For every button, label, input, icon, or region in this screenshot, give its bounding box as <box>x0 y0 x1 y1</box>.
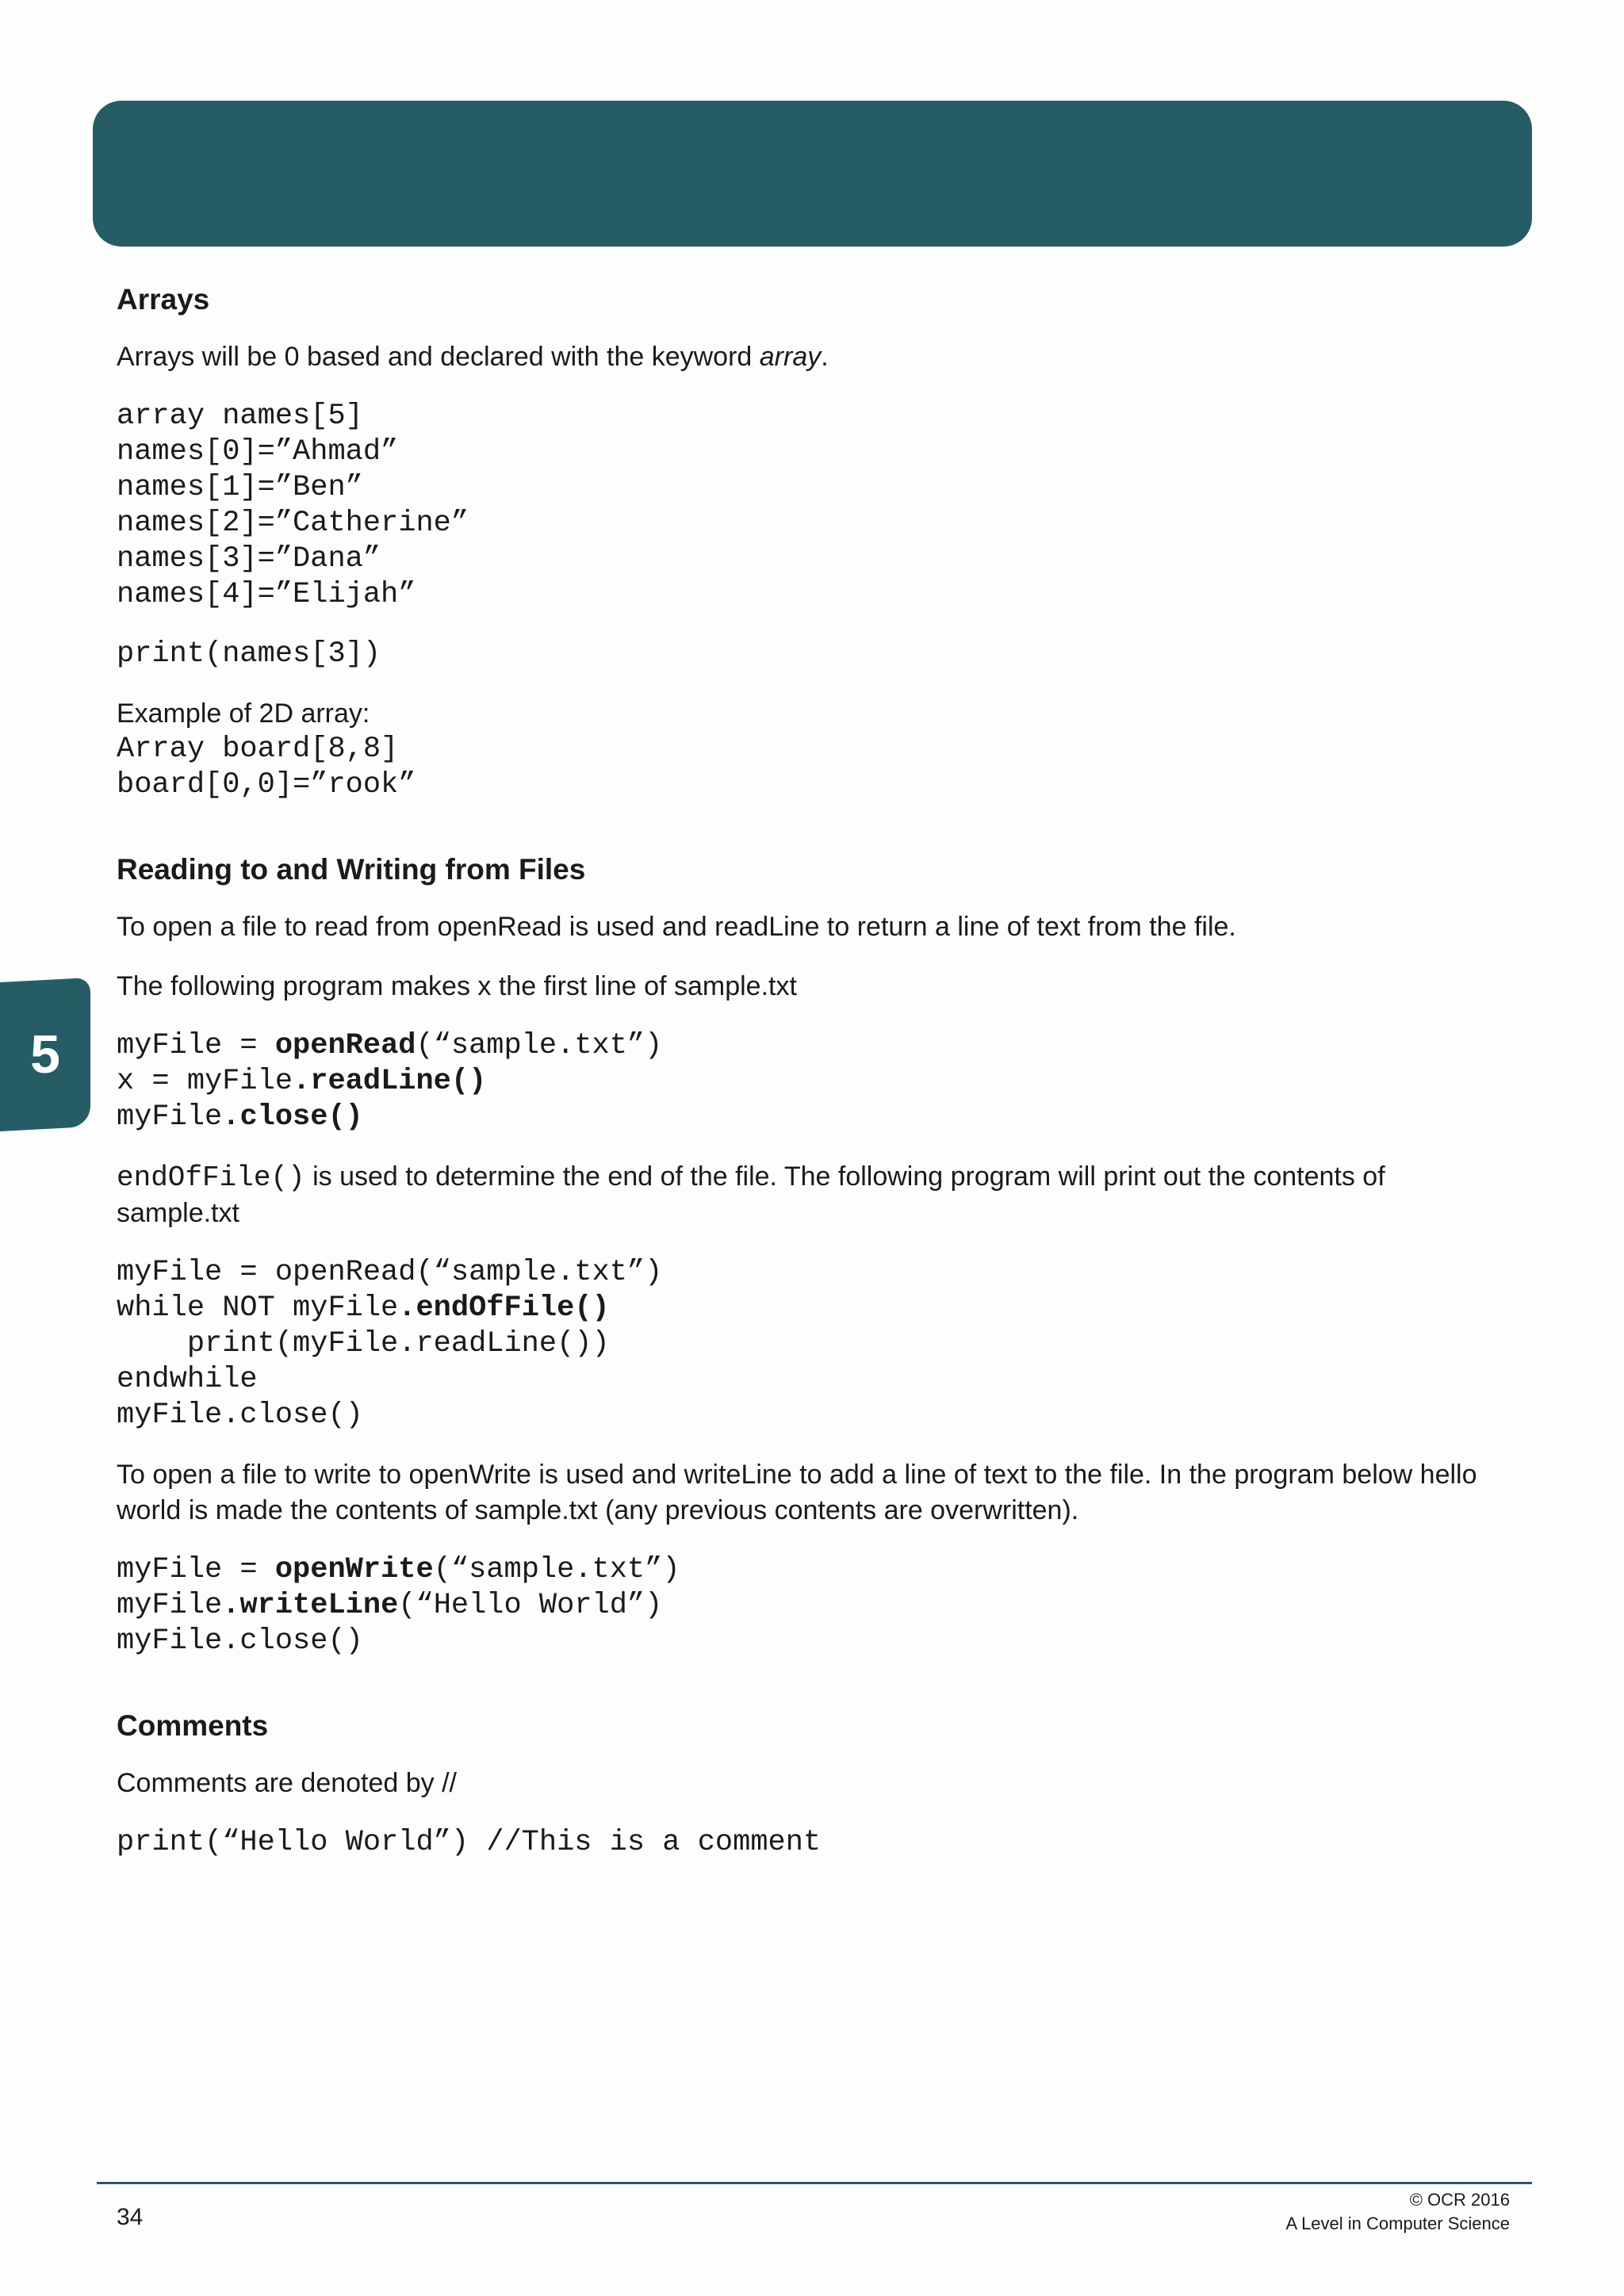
code-line: x = myFile.readLine() <box>117 1065 487 1098</box>
code-line: myFile.close() <box>117 1399 363 1432</box>
code-line: Array board[8,8] <box>117 733 399 766</box>
page-number: 34 <box>117 2204 144 2230</box>
arrays-intro-keyword: array <box>759 342 822 372</box>
arrays-intro-suffix: . <box>821 342 829 372</box>
inline-code: endOfFile() <box>117 1161 305 1194</box>
comments-heading: Comments <box>117 1709 269 1742</box>
code-line: myFile = openWrite(“sample.txt”) <box>117 1553 680 1586</box>
arrays-code-print <box>117 637 1488 672</box>
code-line: endwhile <box>117 1363 258 1396</box>
comments-paragraph: Comments are denoted by // <box>117 1768 458 1798</box>
main-content <box>117 279 1488 1885</box>
chapter-tab-number: 5 <box>30 1024 60 1085</box>
code-line: names[4]=”Elijah” <box>117 578 416 611</box>
code-line: array names[5] <box>117 400 363 433</box>
files-paragraph-4: To open a file to write to openWrite is used and writeLine to add a line of text to the file. In the program below hello world is made the contents of sample.txt (any previous contents are overwritten). <box>117 1460 1477 1525</box>
publication-title: A Level in Computer Science <box>1285 2214 1510 2233</box>
code-line: myFile.writeLine(“Hello World”) <box>117 1589 663 1622</box>
files-code-read <box>117 1028 1488 1135</box>
arrays-intro <box>117 339 1488 375</box>
footer-credit <box>1286 2188 1511 2236</box>
footer-divider <box>97 2182 1532 2184</box>
arrays-2d-label: Example of 2D array: <box>117 698 370 729</box>
arrays-intro-prefix: Arrays will be 0 based and declared with the keyword <box>117 342 760 372</box>
copyright-text: © OCR 2016 <box>1409 2190 1510 2210</box>
code-line: print(myFile.readLine()) <box>117 1327 610 1360</box>
code-line: myFile = openRead(“sample.txt”) <box>117 1029 663 1062</box>
code-line: print(“Hello World”) //This is a comment <box>117 1826 822 1859</box>
code-line: names[1]=”Ben” <box>117 471 363 504</box>
files-paragraph-1: To open a file to read from openRead is used and readLine to return a line of text from the file. <box>117 912 1236 942</box>
code-line: print(names[3]) <box>117 637 381 671</box>
header-banner <box>93 101 1532 247</box>
code-line: names[0]=”Ahmad” <box>117 435 399 469</box>
code-line: names[2]=”Catherine” <box>117 507 469 540</box>
arrays-heading: Arrays <box>117 283 210 316</box>
arrays-code-declaration <box>117 399 1488 613</box>
code-line: board[0,0]=”rook” <box>117 768 416 802</box>
code-line: names[3]=”Dana” <box>117 542 381 576</box>
code-line: myFile.close() <box>117 1624 363 1658</box>
files-paragraph-3: endOfFile() is used to determine the end of the file. The following program will print out the contents of sample.txt <box>117 1161 1385 1228</box>
files-code-write <box>117 1552 1488 1659</box>
files-heading: Reading to and Writing from Files <box>117 853 586 886</box>
comments-code <box>117 1825 1488 1861</box>
code-line: while NOT myFile.endOfFile() <box>117 1292 610 1325</box>
code-line: myFile.close() <box>117 1100 363 1134</box>
code-line: myFile = openRead(“sample.txt”) <box>117 1256 663 1289</box>
arrays-code-2d <box>117 732 1488 803</box>
files-paragraph-2: The following program makes x the first line of sample.txt <box>117 971 797 1001</box>
files-code-loop <box>117 1255 1488 1433</box>
